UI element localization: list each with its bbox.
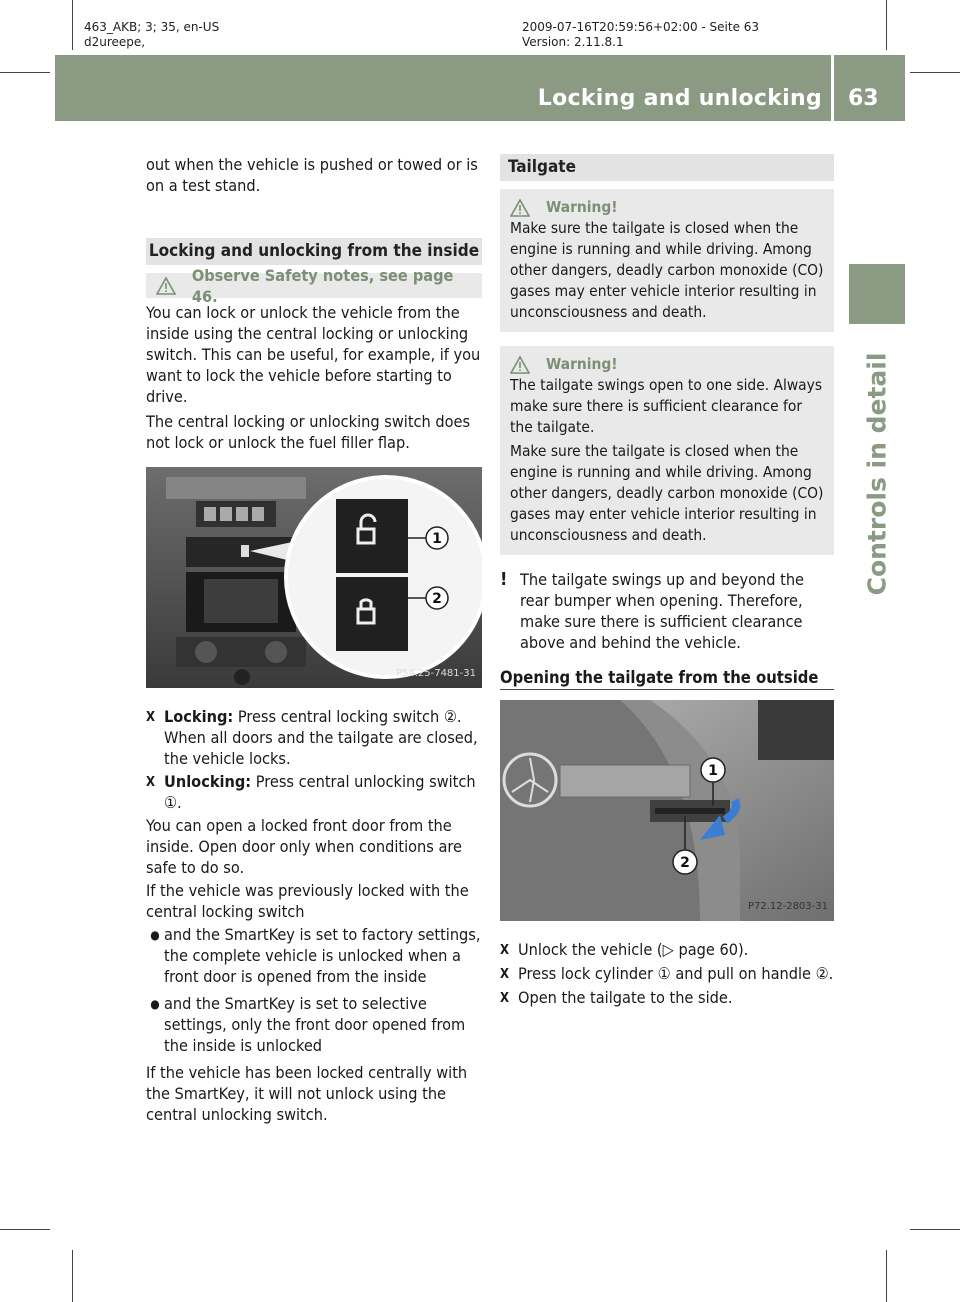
- body-paragraph: The central locking or unlocking switch does not lock or unlock the fuel filler flap.: [146, 412, 471, 452]
- bullet-text: and the SmartKey is set to selective settings, only the front door opened from the inside is unlocked: [164, 994, 466, 1055]
- caution-note: [500, 569, 834, 653]
- callout-2-label: 2: [432, 591, 442, 607]
- intro-text: out when the vehicle is pushed or towed or is on a test stand.: [146, 155, 478, 195]
- observe-safety-text: Observe Safety notes, see page 46.: [191, 265, 454, 306]
- step-item: [500, 939, 834, 961]
- side-tab: [849, 264, 905, 324]
- body-paragraph: You can lock or unlock the vehicle from the inside using the central locking or unlocking switch. This can be useful, for example, if you want to lock the vehicle before starting to drive.: [146, 303, 481, 406]
- page-number: 63: [848, 86, 879, 111]
- warning-text: The tailgate swings open to one side. Always make sure there is sufficient clearance for the tailgate.: [510, 376, 823, 436]
- step-body: Press central locking switch ②. When all doors and the tailgate are closed, the vehicle locks.: [164, 707, 478, 768]
- bullet-text: and the SmartKey is set to factory settings, the complete vehicle is unlocked when a front door is opened from the inside: [164, 925, 481, 986]
- callout-1-label: 1: [708, 763, 718, 779]
- print-meta-right-line2: Version: 2.11.8.1: [522, 35, 624, 49]
- exclamation-icon: !: [500, 569, 508, 590]
- crop-mark: [72, 1250, 73, 1302]
- print-meta-left-line1: 463_AKB; 3; 35, en-US: [84, 20, 220, 34]
- step-item: [146, 771, 482, 813]
- crop-mark: [886, 1250, 887, 1302]
- body-paragraph: You can open a locked front door from the inside. Open door only when conditions are safe to do so.: [146, 816, 463, 877]
- step-text: [164, 706, 482, 769]
- chapter-label: [849, 326, 905, 622]
- step-body: Press central unlocking switch ①.: [164, 772, 476, 812]
- observe-safety-note: [146, 265, 482, 306]
- section-heading-tailgate: Tailgate: [500, 154, 834, 181]
- chapter-label-text: Controls in detail: [862, 352, 892, 596]
- section-heading-inside: Locking and unlocking from the inside: [146, 238, 482, 265]
- step-text: [164, 771, 482, 813]
- step-arrow-icon: X: [500, 967, 510, 982]
- warning-label: Warning!: [546, 198, 618, 216]
- step-arrow-icon: X: [146, 710, 156, 725]
- step-item: [500, 987, 834, 1009]
- crop-mark: [910, 1229, 960, 1230]
- right-column: [500, 154, 834, 1009]
- warning-triangle-icon: [156, 277, 178, 295]
- bullet-item: [146, 924, 482, 987]
- warning-triangle-icon: [510, 356, 532, 374]
- warning-title: [510, 197, 828, 218]
- step-label: Unlocking:: [164, 772, 252, 791]
- warning-box: [500, 189, 834, 332]
- left-column: [146, 154, 482, 1127]
- subheading-opening-tailgate: Opening the tailgate from the outside: [500, 667, 834, 690]
- crop-mark: [0, 1229, 50, 1230]
- warning-box: [500, 346, 834, 555]
- callout-2-label: 2: [680, 855, 690, 871]
- warning-text: Make sure the tailgate is closed when the engine is running and while driving. Among other dangers, deadly carbon monoxide (CO) gases may enter vehicle interior resulting in unconsciousness and death.: [510, 442, 824, 544]
- figure-code: P72.12-2803-31: [747, 901, 828, 912]
- switch-illustration: [146, 467, 482, 688]
- print-meta-right-line1: 2009-07-16T20:59:56+02:00 - Seite 63: [522, 20, 760, 34]
- bullet-item: [146, 993, 482, 1056]
- central-locking-switch-figure: [146, 467, 482, 688]
- step-body: Unlock the vehicle (▷ page 60).: [518, 940, 749, 959]
- body-paragraph: If the vehicle was previously locked with the central locking switch: [146, 881, 469, 921]
- callout-1-label: 1: [432, 531, 442, 547]
- warning-label: Warning!: [546, 355, 618, 373]
- tailgate-illustration: [500, 700, 834, 921]
- step-item: [146, 706, 482, 769]
- warning-text: Make sure the tailgate is closed when the engine is running and while driving. Among other dangers, deadly carbon monoxide (CO) gases may enter vehicle interior resulting in unconsciousness and death.: [510, 219, 824, 321]
- step-body: Press lock cylinder ① and pull on handle ②.: [518, 964, 834, 983]
- crop-mark: [0, 72, 50, 73]
- step-arrow-icon: X: [500, 943, 510, 958]
- print-meta-left: [84, 20, 219, 50]
- print-meta-right: [522, 20, 759, 50]
- page-title: Locking and unlocking: [537, 86, 822, 111]
- caution-text: The tailgate swings up and beyond the rear bumper when opening. Therefore, make sure there is sufficient clearance above and behind the vehicle.: [520, 570, 805, 652]
- figure-code: P54.25-7481-31: [395, 668, 476, 679]
- step-label: Locking:: [164, 707, 234, 726]
- print-meta-left-line2: d2ureepe,: [84, 35, 146, 49]
- step-arrow-icon: X: [146, 775, 156, 790]
- crop-mark: [72, 0, 73, 50]
- header-divider: [831, 55, 834, 121]
- step-body: Open the tailgate to the side.: [518, 988, 733, 1007]
- tailgate-handle-figure: [500, 700, 834, 921]
- body-paragraph: If the vehicle has been locked centrally with the SmartKey, it will not unlock using the central unlocking switch.: [146, 1063, 468, 1124]
- bullet-icon: ●: [150, 928, 160, 942]
- crop-mark: [910, 72, 960, 73]
- step-item: [500, 963, 834, 985]
- warning-title: [510, 354, 828, 375]
- warning-triangle-icon: [510, 199, 532, 217]
- step-arrow-icon: X: [500, 991, 510, 1006]
- bullet-icon: ●: [150, 997, 160, 1011]
- crop-mark: [886, 0, 887, 50]
